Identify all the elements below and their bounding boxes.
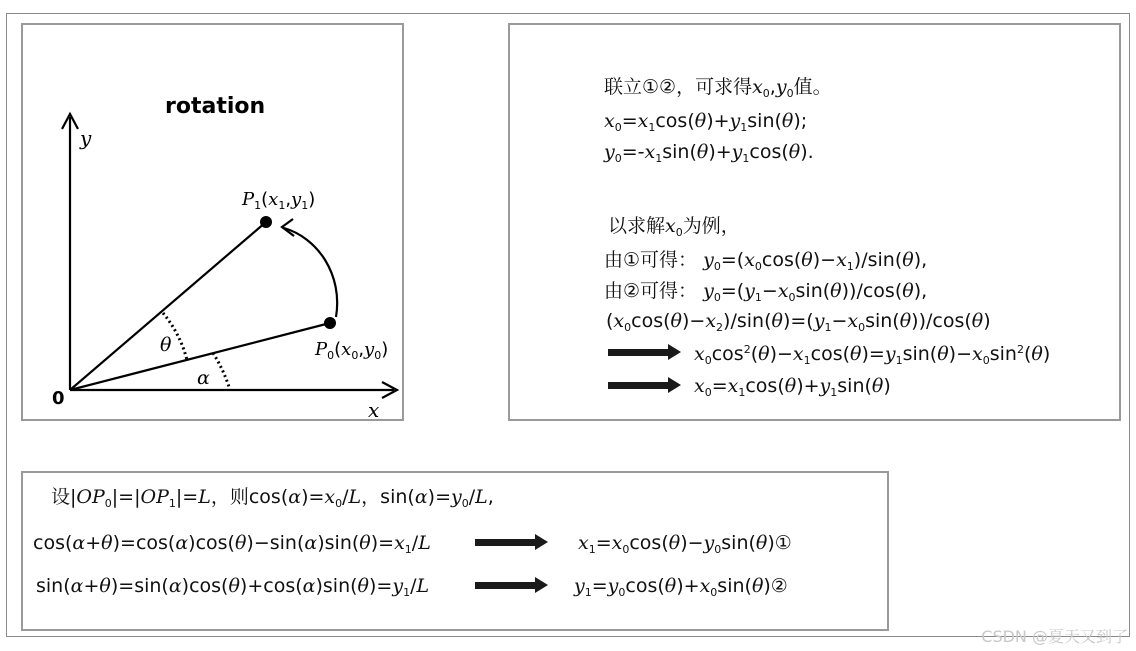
p1-label: $P_1(x_1,y_1)$ bbox=[242, 189, 316, 212]
solve-panel bbox=[508, 23, 1121, 421]
sin-sum-identity: $\sin(\alpha+\theta)=\sin(\alpha)\cos(\theta)+\cos(\alpha)\sin(\theta)=y_1/L$ bbox=[36, 575, 430, 599]
combined-equation: $(x_0\cos(\theta)-x_2)/\sin(\theta)=(y_1-x_0\sin(\theta))/\cos(\theta)$ bbox=[606, 310, 991, 334]
theta-label: θ bbox=[160, 334, 172, 356]
step1-equation: $x_0\cos^2(\theta)-x_1\cos(\theta)=y_1\sin(\theta)-x_0\sin^2(\theta)$ bbox=[694, 343, 1051, 367]
step2-equation: $x_0=x_1\cos(\theta)+y_1\sin(\theta)$ bbox=[694, 375, 891, 399]
rotation-arrow bbox=[284, 228, 337, 317]
rotation-diagram-panel bbox=[21, 23, 404, 421]
alpha-arc bbox=[213, 353, 230, 390]
diagram-title: rotation bbox=[165, 94, 266, 119]
watermark: CSDN @夏天又到了 bbox=[981, 627, 1128, 646]
from-eq1: 由①可得： $y_0=(x_0\cos(\theta)-x_1)/\sin(\theta)$, bbox=[604, 249, 928, 273]
p0-label: $P_0(x_0,y_0)$ bbox=[315, 339, 389, 362]
line3-arrow bbox=[475, 582, 537, 589]
solve-example: 以求解$x_0$为例， bbox=[608, 215, 740, 239]
step2-arrow bbox=[608, 382, 670, 389]
point-p1 bbox=[260, 216, 272, 228]
point-p0 bbox=[324, 317, 336, 329]
derivation-setup: 设$|OP_0|=|OP_1|=L$，则$\cos(\alpha)=x_0/L$，$\sin(\alpha)=y_0/L$, bbox=[51, 486, 494, 510]
solve-intro: 联立①②，可求得$x_0,y_0$值。 bbox=[604, 76, 832, 100]
from-eq2: 由②可得： $y_0=(y_1-x_0\sin(\theta))/\cos(\theta)$, bbox=[604, 280, 928, 304]
y-axis-label: y bbox=[80, 126, 92, 150]
rotation-arrowhead bbox=[282, 219, 294, 236]
x-axis-label: x bbox=[368, 398, 380, 419]
rotation-diagram bbox=[23, 25, 402, 419]
step1-arrow bbox=[608, 349, 670, 356]
equation-2: $y_1=y_0\cos(\theta)+x_0\sin(\theta)②$ bbox=[574, 575, 788, 599]
derivation-panel bbox=[21, 471, 889, 631]
cos-sum-identity: $\cos(\alpha+\theta)=\cos(\alpha)\cos(\theta)-\sin(\alpha)\sin(\theta)=x_1/L$ bbox=[33, 532, 431, 556]
origin-label: 0 bbox=[52, 388, 65, 409]
equation-x0: $x_0=x_1\cos(\theta)+y_1\sin(\theta)$; bbox=[604, 110, 808, 134]
equation-y0: $y_0=-x_1\sin(\theta)+y_1\cos(\theta)$. bbox=[604, 141, 814, 165]
alpha-label: α bbox=[197, 367, 210, 389]
line2-arrow bbox=[475, 539, 537, 546]
equation-1: $x_1=x_0\cos(\theta)-y_0\sin(\theta)①$ bbox=[578, 532, 792, 556]
